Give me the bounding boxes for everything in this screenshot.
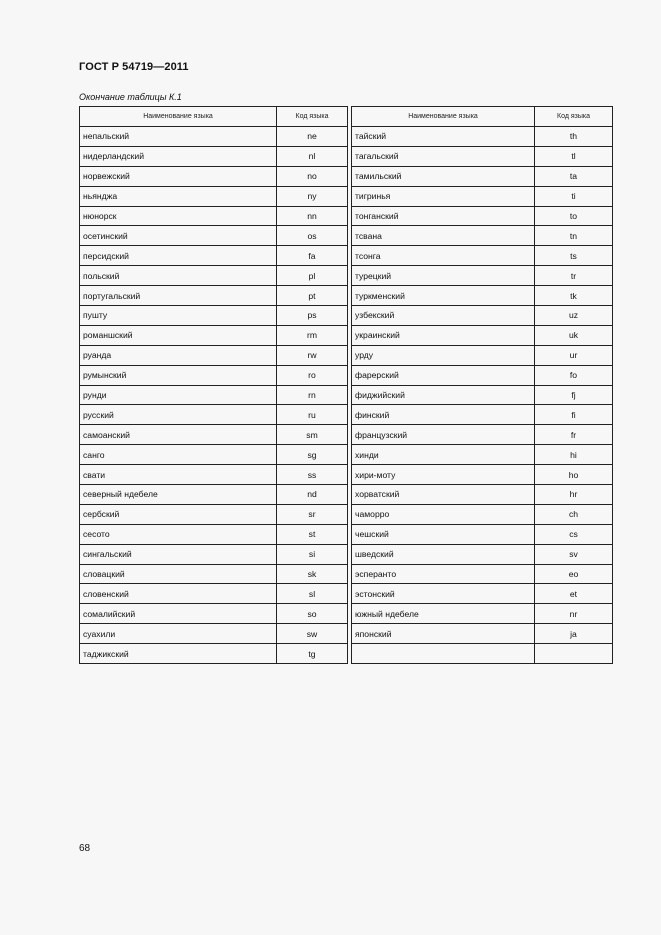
table-row [80, 186, 348, 206]
language-code-cell: tk [535, 286, 613, 306]
language-code-cell: rw [277, 345, 348, 365]
table-row [80, 524, 348, 544]
language-code-cell: et [535, 584, 613, 604]
language-code-cell: ur [535, 345, 613, 365]
table-row [352, 226, 613, 246]
table-row [80, 445, 348, 465]
language-name-cell: свати [80, 465, 277, 485]
language-code-cell: to [535, 206, 613, 226]
table-row [80, 485, 348, 505]
language-code-cell: fj [535, 385, 613, 405]
table-row [352, 425, 613, 445]
language-code-cell: fo [535, 365, 613, 385]
table-row [352, 146, 613, 166]
language-name-cell: персидский [80, 246, 277, 266]
column-header-code: Код языка [535, 107, 613, 127]
language-code-cell: fr [535, 425, 613, 445]
table-row [352, 186, 613, 206]
language-code-cell: pt [277, 286, 348, 306]
language-name-cell: непальский [80, 127, 277, 147]
language-name-cell: французский [352, 425, 535, 445]
language-name-cell: осетинский [80, 226, 277, 246]
table-row [352, 465, 613, 485]
language-name-cell: хорватский [352, 485, 535, 505]
language-code-cell: ta [535, 166, 613, 186]
table-row [80, 325, 348, 345]
table-row [80, 624, 348, 644]
language-name-cell: словацкий [80, 564, 277, 584]
language-code-cell: sg [277, 445, 348, 465]
language-name-cell: пушту [80, 306, 277, 326]
table-row [352, 166, 613, 186]
language-name-cell: нидерландский [80, 146, 277, 166]
language-name-cell: сесото [80, 524, 277, 544]
language-name-cell: японский [352, 624, 535, 644]
table-row [352, 584, 613, 604]
language-name-cell: словенский [80, 584, 277, 604]
language-code-cell: pl [277, 266, 348, 286]
column-header-name: Наименование языка [80, 107, 277, 127]
language-code-cell: tl [535, 146, 613, 166]
language-name-cell [352, 644, 535, 664]
table-row [352, 306, 613, 326]
table-row [80, 504, 348, 524]
table-row [352, 325, 613, 345]
language-code-cell: ch [535, 504, 613, 524]
language-code-cell: sl [277, 584, 348, 604]
table-row [352, 365, 613, 385]
language-name-cell: тсвана [352, 226, 535, 246]
table-row [80, 127, 348, 147]
language-code-cell: ps [277, 306, 348, 326]
language-code-cell: ny [277, 186, 348, 206]
language-code-cell: nr [535, 604, 613, 624]
table-row [80, 206, 348, 226]
language-code-cell: ho [535, 465, 613, 485]
table-row [80, 644, 348, 664]
language-code-cell: tn [535, 226, 613, 246]
language-name-cell: португальский [80, 286, 277, 306]
language-name-cell: самоанский [80, 425, 277, 445]
table-row [80, 365, 348, 385]
table-row [352, 485, 613, 505]
language-name-cell: сербский [80, 504, 277, 524]
table-row [352, 644, 613, 664]
language-code-cell: hi [535, 445, 613, 465]
table-row [352, 266, 613, 286]
table-row [80, 146, 348, 166]
language-name-cell: суахили [80, 624, 277, 644]
table-row [80, 266, 348, 286]
language-code-cell: nn [277, 206, 348, 226]
table-row [352, 345, 613, 365]
table-row [80, 584, 348, 604]
language-name-cell: эстонский [352, 584, 535, 604]
table-header-row [352, 107, 613, 127]
table-row [352, 206, 613, 226]
language-code-cell: sv [535, 544, 613, 564]
language-code-cell: uz [535, 306, 613, 326]
language-name-cell: санго [80, 445, 277, 465]
table-row [80, 246, 348, 266]
language-code-cell: no [277, 166, 348, 186]
language-name-cell: урду [352, 345, 535, 365]
language-code-cell: nd [277, 485, 348, 505]
table-row [80, 306, 348, 326]
table-caption: Окончание таблицы К.1 [79, 92, 182, 102]
table-row [352, 385, 613, 405]
language-table-left [79, 106, 348, 664]
language-code-cell: uk [535, 325, 613, 345]
language-code-cell: sk [277, 564, 348, 584]
language-name-cell: финский [352, 405, 535, 425]
table-row [352, 604, 613, 624]
language-name-cell: польский [80, 266, 277, 286]
table-row [352, 127, 613, 147]
language-name-cell: тагальский [352, 146, 535, 166]
language-name-cell: ньянджа [80, 186, 277, 206]
language-name-cell: тонганский [352, 206, 535, 226]
language-name-cell: украинский [352, 325, 535, 345]
table-row [80, 564, 348, 584]
language-code-cell: rn [277, 385, 348, 405]
language-name-cell: рунди [80, 385, 277, 405]
language-code-cell [535, 644, 613, 664]
language-code-cell: ru [277, 405, 348, 425]
language-name-cell: эсперантo [352, 564, 535, 584]
language-name-cell: русский [80, 405, 277, 425]
table-row [80, 544, 348, 564]
language-code-cell: nl [277, 146, 348, 166]
language-code-cell: ja [535, 624, 613, 644]
table-row [352, 286, 613, 306]
language-name-cell: турецкий [352, 266, 535, 286]
language-code-cell: sr [277, 504, 348, 524]
language-name-cell: таджикский [80, 644, 277, 664]
table-row [352, 405, 613, 425]
language-code-cell: os [277, 226, 348, 246]
language-code-cell: th [535, 127, 613, 147]
language-code-cell: fi [535, 405, 613, 425]
language-code-cell: sw [277, 624, 348, 644]
language-name-cell: хинди [352, 445, 535, 465]
language-name-cell: руанда [80, 345, 277, 365]
language-name-cell: чешский [352, 524, 535, 544]
language-code-cell: st [277, 524, 348, 544]
table-row [80, 226, 348, 246]
language-code-cell: fa [277, 246, 348, 266]
table-row [352, 544, 613, 564]
language-name-cell: романшский [80, 325, 277, 345]
table-row [80, 465, 348, 485]
page-number: 68 [79, 843, 91, 854]
language-name-cell: чаморро [352, 504, 535, 524]
table-row [80, 345, 348, 365]
column-header-name: Наименование языка [352, 107, 535, 127]
language-name-cell: румынский [80, 365, 277, 385]
language-code-cell: ti [535, 186, 613, 206]
language-code-cell: eo [535, 564, 613, 584]
table-body-left [80, 127, 348, 664]
table-row [352, 504, 613, 524]
table-row [352, 445, 613, 465]
table-row [80, 286, 348, 306]
language-name-cell: тайский [352, 127, 535, 147]
document-header: ГОСТ Р 54719—2011 [79, 61, 189, 73]
language-code-cell: cs [535, 524, 613, 544]
language-code-cell: so [277, 604, 348, 624]
language-name-cell: нюнорск [80, 206, 277, 226]
language-code-cell: ne [277, 127, 348, 147]
language-code-cell: rm [277, 325, 348, 345]
language-code-cell: sm [277, 425, 348, 445]
language-name-cell: южный ндебеле [352, 604, 535, 624]
language-name-cell: сингальский [80, 544, 277, 564]
language-code-cell: ss [277, 465, 348, 485]
language-name-cell: северный ндебеле [80, 485, 277, 505]
table-header-row [80, 107, 348, 127]
language-name-cell: сомалийский [80, 604, 277, 624]
table-body-right [352, 127, 613, 664]
language-table-right [351, 106, 613, 664]
column-header-code: Код языка [277, 107, 348, 127]
language-name-cell: туркменский [352, 286, 535, 306]
language-name-cell: тигринья [352, 186, 535, 206]
language-name-cell: тамильский [352, 166, 535, 186]
language-name-cell: шведский [352, 544, 535, 564]
table-row [352, 246, 613, 266]
table-row [80, 425, 348, 445]
language-name-cell: фарерский [352, 365, 535, 385]
language-code-cell: hr [535, 485, 613, 505]
table-row [80, 604, 348, 624]
language-code-cell: si [277, 544, 348, 564]
table-row [352, 624, 613, 644]
language-name-cell: хири-моту [352, 465, 535, 485]
language-code-cell: tg [277, 644, 348, 664]
language-code-cell: ts [535, 246, 613, 266]
table-row [352, 524, 613, 544]
table-row [80, 166, 348, 186]
language-name-cell: узбекский [352, 306, 535, 326]
language-code-cell: ro [277, 365, 348, 385]
language-code-cell: tr [535, 266, 613, 286]
table-row [352, 564, 613, 584]
language-name-cell: норвежский [80, 166, 277, 186]
table-row [80, 385, 348, 405]
language-name-cell: тсонга [352, 246, 535, 266]
language-code-tables [79, 106, 613, 664]
table-row [80, 405, 348, 425]
language-name-cell: фиджийский [352, 385, 535, 405]
